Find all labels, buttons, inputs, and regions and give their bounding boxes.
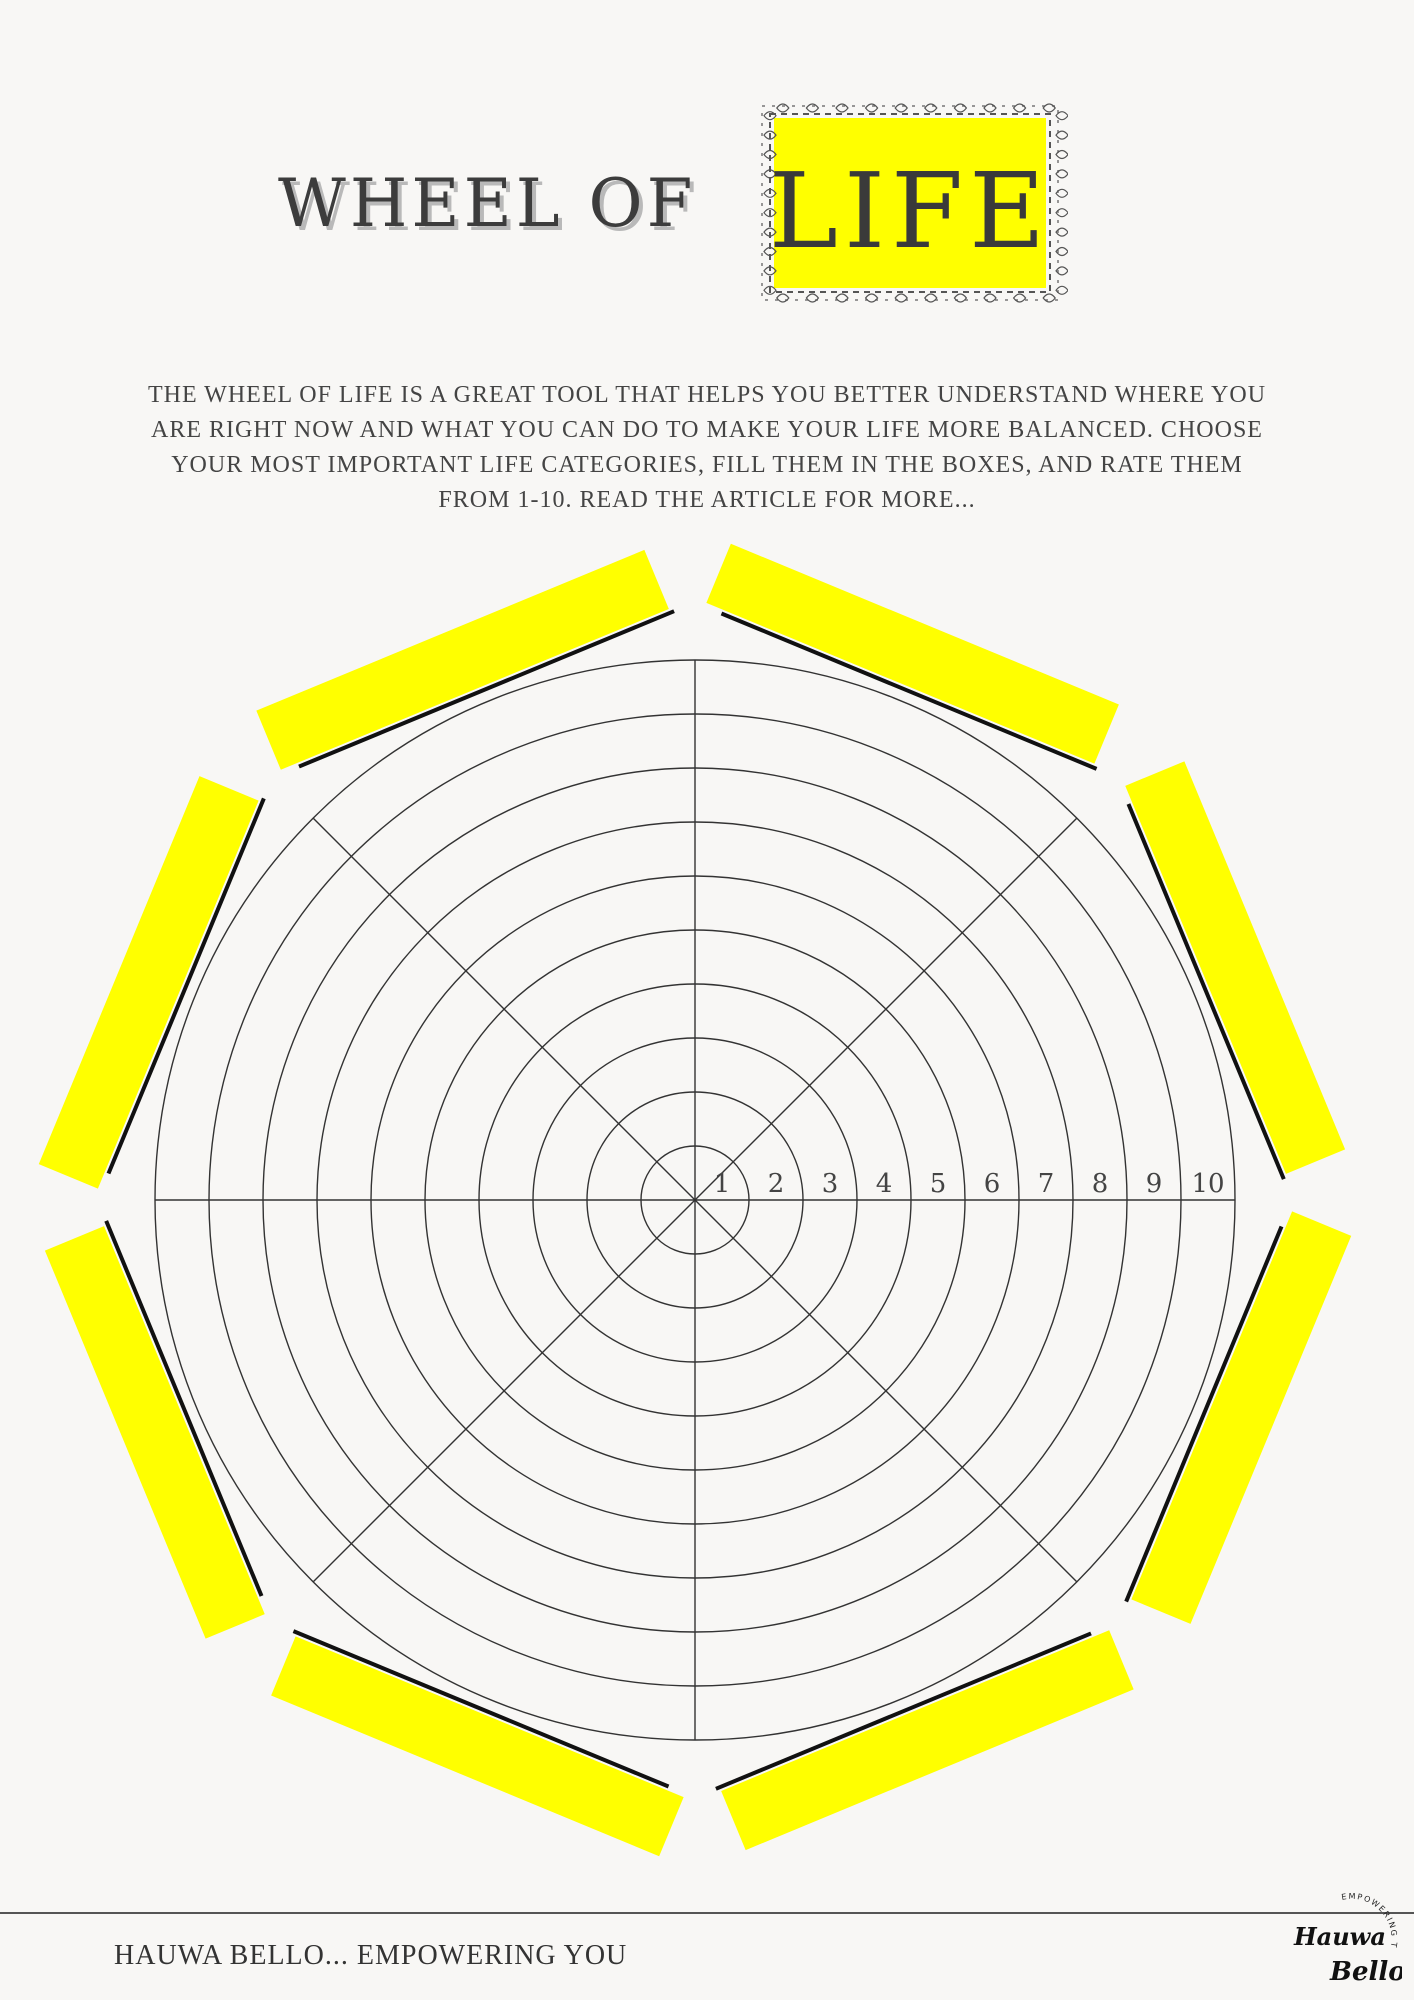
logo-name-line2: Bello xyxy=(1330,1957,1402,1987)
scale-label-9: 9 xyxy=(1145,1169,1163,1199)
leaf-icon xyxy=(925,294,937,302)
category-box-4[interactable] xyxy=(716,1627,1134,1852)
leaf-icon xyxy=(866,294,878,302)
leaf-icon xyxy=(777,294,789,302)
footer-divider xyxy=(0,1912,1414,1914)
category-box-fill xyxy=(721,1630,1134,1850)
category-box-1[interactable] xyxy=(705,544,1123,769)
leaf-icon xyxy=(836,104,848,112)
scale-label-5: 5 xyxy=(929,1169,947,1199)
leaf-icon xyxy=(806,294,818,302)
category-box-fill xyxy=(271,1636,684,1856)
category-box-fill xyxy=(1131,1211,1351,1624)
leaf-icon xyxy=(777,104,789,112)
category-box-fill xyxy=(706,544,1119,764)
leaf-icon xyxy=(1056,112,1068,120)
leaf-icon xyxy=(954,294,966,302)
footer-text: HAUWA BELLO... EMPOWERING YOU xyxy=(114,1940,628,1971)
leaf-icon xyxy=(895,294,907,302)
leaf-icon xyxy=(1014,294,1026,302)
scale-label-1: 1 xyxy=(713,1169,731,1199)
intro-paragraph: THE WHEEL OF LIFE IS A GREAT TOOL THAT HELPS YOU BETTER UNDERSTAND WHERE YOU ARE RIGHT NOW AND WHAT YOU CAN DO TO MAKE YOUR LIFE MORE BALANCED. CHOOSE YOUR MOST IMPORTANT LIFE CATEGORIES, FILL THEM IN THE BOXES, AND RATE THEM FROM 1-10. READ THE ARTICLE FOR MORE... xyxy=(147,382,1267,513)
scale-label-10: 10 xyxy=(1191,1169,1225,1199)
scale-label-2: 2 xyxy=(767,1169,785,1199)
leaf-icon xyxy=(866,104,878,112)
logo-arc-text: EMPOWERING T xyxy=(1340,1891,1399,1950)
scale-label-7: 7 xyxy=(1037,1169,1055,1199)
category-box-6[interactable] xyxy=(43,1221,268,1639)
logo-name-line1: Hauwa xyxy=(1294,1922,1386,1951)
scale-label-8: 8 xyxy=(1091,1169,1109,1199)
signature-logo-icon xyxy=(1272,1880,1402,1995)
leaf-icon xyxy=(954,104,966,112)
scale-label-3: 3 xyxy=(821,1169,839,1199)
leaf-icon xyxy=(1043,294,1055,302)
brand-logo xyxy=(1272,1880,1402,1995)
category-box-fill xyxy=(45,1226,265,1639)
leaf-icon xyxy=(836,294,848,302)
wheel-of-life-chart xyxy=(0,540,1414,1880)
leaf-icon xyxy=(895,104,907,112)
leaf-icon xyxy=(1014,104,1026,112)
scale-label-6: 6 xyxy=(983,1169,1001,1199)
category-box-2[interactable] xyxy=(1122,761,1347,1179)
leaf-icon xyxy=(925,104,937,112)
category-box-fill xyxy=(39,776,259,1189)
title-wheel-of: WHEEL OF xyxy=(278,165,697,242)
leaf-icon xyxy=(806,104,818,112)
category-box-5[interactable] xyxy=(267,1631,685,1856)
leaf-icon xyxy=(984,294,996,302)
category-box-3[interactable] xyxy=(1126,1210,1351,1628)
category-box-8[interactable] xyxy=(256,548,674,773)
category-box-fill xyxy=(256,550,669,770)
category-box-fill xyxy=(1125,761,1345,1174)
title-life: LIFE xyxy=(768,150,1052,272)
leaf-icon xyxy=(1043,104,1055,112)
leaf-icon xyxy=(984,104,996,112)
scale-label-4: 4 xyxy=(875,1169,893,1199)
leaf-icon xyxy=(1056,131,1068,139)
category-box-7[interactable] xyxy=(39,772,264,1190)
